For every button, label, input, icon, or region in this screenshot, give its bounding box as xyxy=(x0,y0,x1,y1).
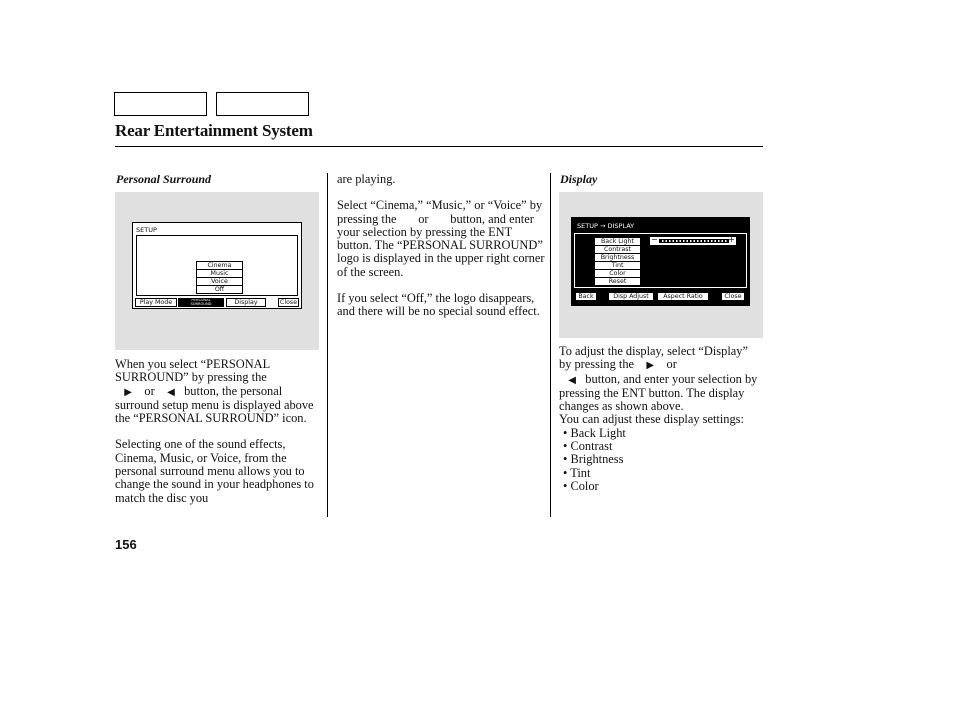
right-arrow-icon: ▶ xyxy=(646,360,655,372)
setup-screen-label: SETUP xyxy=(136,226,157,234)
display-menu-item: Color xyxy=(594,269,641,278)
play-mode-button: Play Mode xyxy=(135,298,177,307)
display-menu-item: Tint xyxy=(594,261,641,270)
list-item-label: Tint xyxy=(570,465,591,480)
title-rule xyxy=(115,146,763,147)
middle-column-text xyxy=(337,173,545,319)
close-button: Close xyxy=(721,292,745,301)
middle-p2-text-b: button, and enter your selection by pressing the ENT button. The “PERSONAL SURROUND” logo is displayed in the upper right corner of the screen. xyxy=(337,211,545,279)
adjust-slider xyxy=(649,236,737,246)
right-paragraph-1 xyxy=(559,345,759,413)
list-item-label: Back Light xyxy=(570,425,626,440)
nav-tab-box-2 xyxy=(216,92,309,116)
page-title: Rear Entertainment System xyxy=(115,121,313,140)
column-divider-2 xyxy=(550,173,551,517)
disp-adjust-button: Disp Adjust xyxy=(608,292,654,301)
surround-menu-item: Voice xyxy=(196,277,243,286)
middle-paragraph-1: are playing. xyxy=(337,172,396,186)
display-menu-item: Contrast xyxy=(594,245,641,254)
slider-minus-icon: − xyxy=(651,235,658,244)
page-number: 156 xyxy=(115,537,137,552)
right-p1-text-b: button, and enter your selection by pressing the ENT button. The display changes as shown above. xyxy=(559,371,758,414)
slider-track xyxy=(659,239,729,243)
right-column-text xyxy=(559,345,759,493)
heading-personal-surround: Personal Surround xyxy=(116,172,212,186)
personal-surround-button xyxy=(178,298,224,307)
surround-label-line1: PERSONAL xyxy=(191,298,211,302)
middle-p2-or: or xyxy=(418,211,429,226)
left-p1-or: or xyxy=(144,383,155,398)
list-item: • Tint xyxy=(563,465,591,480)
surround-menu-item: Off xyxy=(196,285,243,294)
aspect-ratio-button: Aspect Ratio xyxy=(657,292,709,301)
list-item-label: Contrast xyxy=(570,439,613,454)
close-button: Close xyxy=(279,299,298,306)
left-paragraph-1 xyxy=(115,358,315,425)
list-item: • Color xyxy=(563,478,599,493)
left-arrow-icon: ◀ xyxy=(167,386,175,398)
list-item: • Back Light xyxy=(563,425,626,440)
figure-display xyxy=(559,192,763,338)
list-item-label: Brightness xyxy=(570,452,624,467)
right-paragraph-2: You can adjust these display settings: xyxy=(559,412,744,427)
list-item: • Brightness xyxy=(563,452,624,467)
surround-menu-item: Cinema xyxy=(196,261,243,270)
display-menu-item: Back Light xyxy=(594,237,641,246)
column-divider-1 xyxy=(327,173,328,517)
back-button: Back xyxy=(575,292,597,301)
right-arrow-icon: ▶ xyxy=(124,386,132,398)
display-menu-item: Brightness xyxy=(594,253,641,262)
setup-display-screen xyxy=(571,217,750,306)
display-menu-item: Reset xyxy=(594,277,641,286)
surround-label-line2: SURROUND xyxy=(190,301,212,306)
right-p1-or: or xyxy=(666,357,677,372)
middle-p2-text-a: Select “Cinema,” “Music,” or “Voice” by pressing the xyxy=(337,198,543,226)
setup-screen xyxy=(132,222,302,309)
heading-display: Display xyxy=(560,172,598,186)
middle-paragraph-3: If you select “Off,” the logo disappears, and there will be no special sound effect. xyxy=(337,291,540,319)
list-item: • Contrast xyxy=(563,439,613,454)
list-item-label: Color xyxy=(570,478,599,493)
left-paragraph-2: Selecting one of the sound effects, Cinema, Music, or Voice, from the personal surround menu allows you to change the sound in your headphones to match the disc you xyxy=(115,437,314,505)
display-button: Display xyxy=(226,298,266,307)
right-p1-text-a: To adjust the display, select “Display” by pressing the xyxy=(559,344,748,372)
left-arrow-icon: ◀ xyxy=(568,374,576,386)
setup-display-label: SETUP → DISPLAY xyxy=(577,222,635,230)
figure-personal-surround xyxy=(115,192,319,350)
slider-plus-icon: + xyxy=(728,235,735,244)
surround-menu-item: Music xyxy=(196,269,243,278)
left-column-text xyxy=(115,358,315,505)
middle-paragraph-2 xyxy=(337,199,545,279)
nav-tab-box-1 xyxy=(114,92,207,116)
left-p1-text: When you select “PERSONAL SURROUND” by pressing the xyxy=(115,357,270,385)
display-settings-list xyxy=(559,427,759,493)
left-p1-rest: button, the personal surround setup menu is displayed above the “PERSONAL SURROUND” icon. xyxy=(115,383,314,426)
